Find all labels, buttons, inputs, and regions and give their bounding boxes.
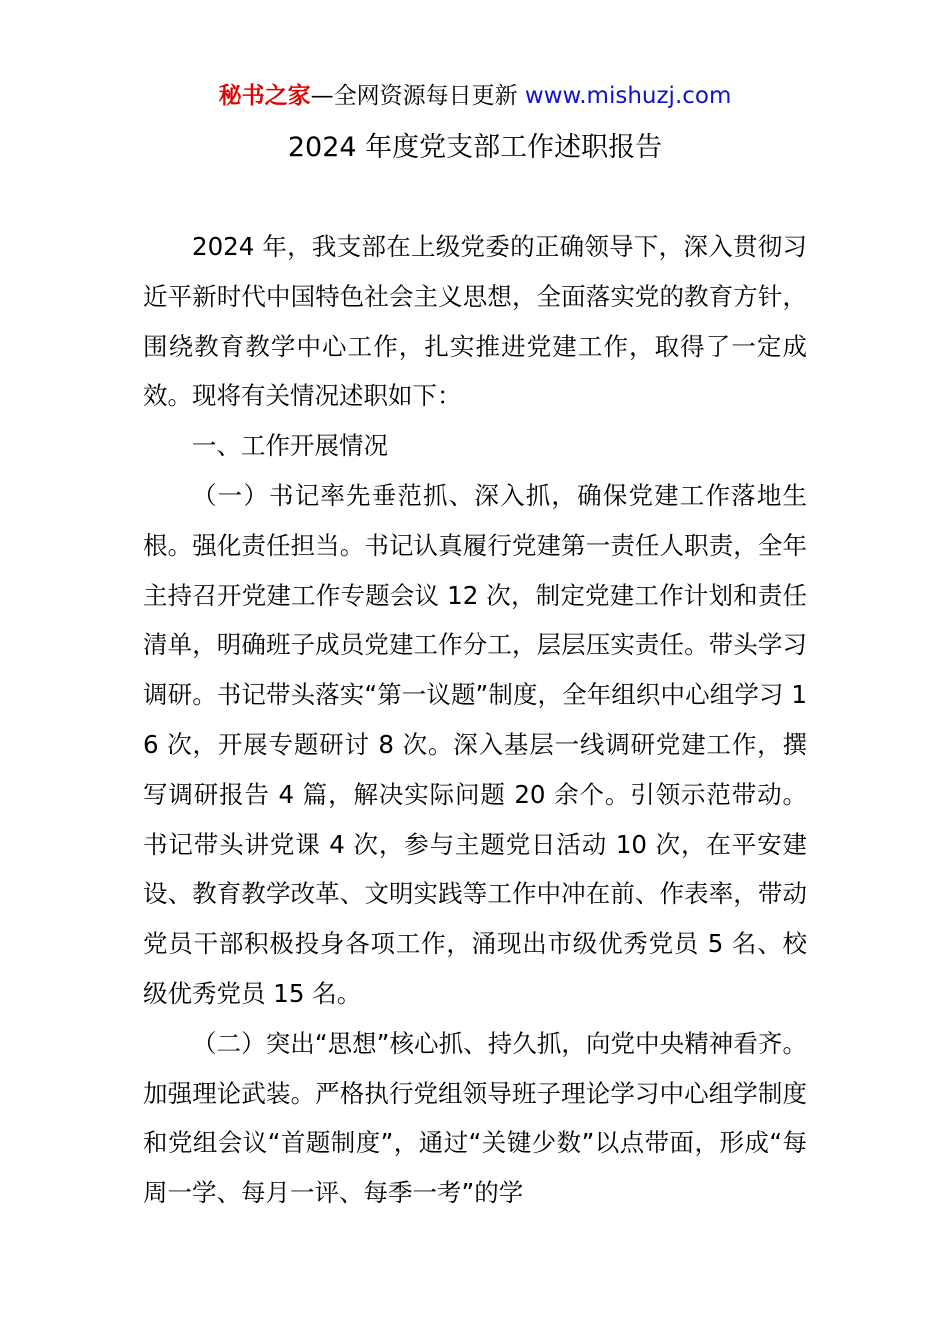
site-url-link[interactable]: www.mishuzj.com [524, 83, 732, 109]
site-tagline: —全网资源每日更新 [310, 83, 518, 109]
paragraph-section-1-1: （一）书记率先垂范抓、深入抓，确保党建工作落地生根。强化责任担当。书记认真履行党建第一责任人职责，全年主持召开党建工作专题会议 12 次，制定党建工作计划和责任清单，明确班子成员党建工作分工，层层压实责任。带头学习调研。书记带头落实“第一议题”制度，全年组织中心组学习 16 次，开展专题研讨 8 次。深入基层一线调研党建工作，撰写调研报告 4 篇，解决实际问题 20 余个。引领示范带动。书记带头讲党课 4 次，参与主题党日活动 10 次，在平安建设、教育教学改革、文明实践等工作中冲在前、作表率，带动党员干部积极投身各项工作，涌现出市级优秀党员 5 名、校级优秀党员 15 名。 [143, 480, 807, 1008]
site-brand: 秘书之家 [218, 83, 311, 109]
document-title: 2024 年度党支部工作述职报告 [287, 132, 663, 163]
site-header [0, 80, 950, 112]
paragraph-section-1-2: （二）突出“思想”核心抓、持久抓，向党中央精神看齐。加强理论武装。严格执行党组领导班子理论学习中心组学制度和党组会议“首题制度”，通过“关键少数”以点带面，形成“每周一学、每月一评、每季一考”的学 [143, 1028, 807, 1208]
paragraph-intro: 2024 年，我支部在上级党委的正确领导下，深入贯彻习近平新时代中国特色社会主义思想，全面落实党的教育方针，围绕教育教学中心工作，扎实推进党建工作，取得了一定成效。现将有关情况述职如下： [143, 232, 807, 411]
document-body [143, 222, 807, 1218]
section-heading-1: 一、工作开展情况 [192, 431, 388, 461]
